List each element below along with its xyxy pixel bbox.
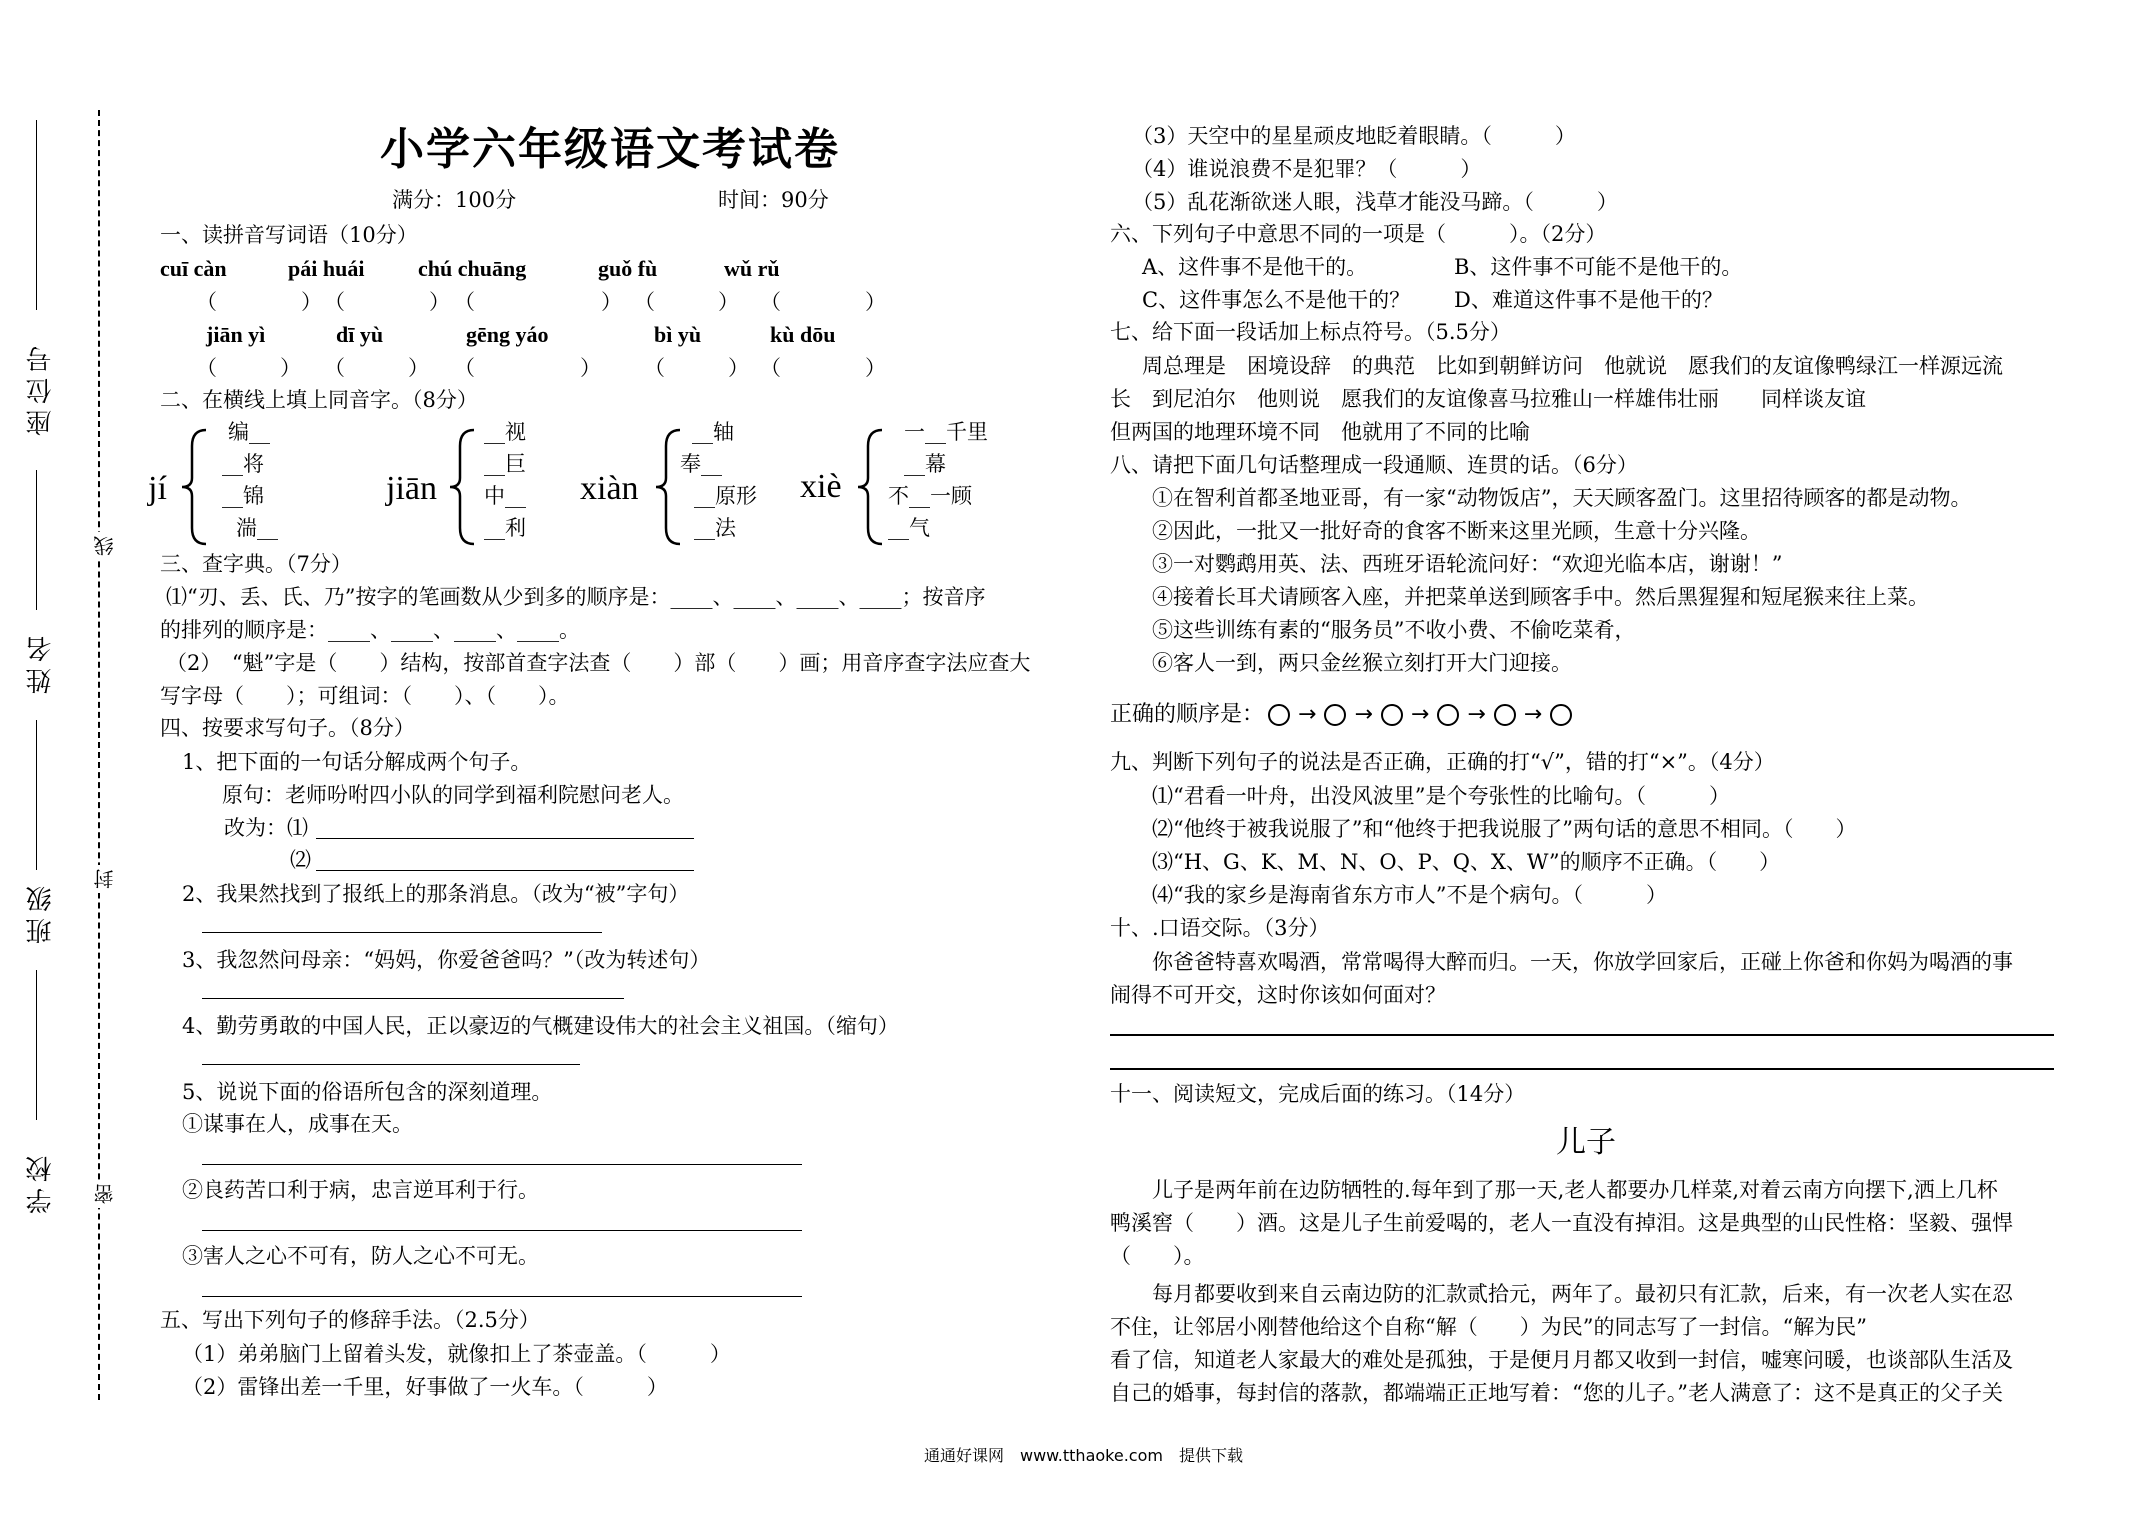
s3-title: 三、查字典。（7分） (160, 552, 352, 576)
s1-blank-1[interactable]: （ ） (196, 290, 322, 314)
exam-time: 时间：90分 (718, 188, 829, 212)
s2-py-ji: jí (148, 470, 167, 507)
s9-item-1: ⑴“君看一叶舟，出没风波里”是个夸张性的比喻句。（ ） (1152, 784, 1730, 808)
s1-py-4: guǒ fù (598, 256, 658, 281)
s8-item-6: ⑥客人一到，两只金丝猴立刻打开大门迎接。 (1152, 651, 1572, 675)
s4-q1: 1、把下面的一句话分解成两个句子。 (182, 750, 532, 774)
s2-ji-4[interactable]: 湍__ (236, 516, 278, 540)
s1-py-2: pái huái (288, 256, 365, 281)
s1-blank-7[interactable]: （ ） (324, 356, 429, 380)
s5-item-2: （2）雷锋出差一千里，好事做了一火车。（ ） (182, 1375, 668, 1399)
s4-proverb-1: ①谋事在人，成事在天。 (182, 1112, 413, 1136)
arrow-right-icon: → (1410, 702, 1430, 727)
s2-py-xian: xiàn (580, 470, 639, 507)
s2-jian-3[interactable]: 中__ (484, 484, 526, 508)
s8-item-4: ④接着长耳犬请顾客入座，并把菜单送到顾客手中。然后黑猩猩和短尾猴来往上菜。 (1152, 585, 1929, 609)
s1-blank-9[interactable]: （ ） (644, 356, 749, 380)
s1-py-3: chú chuāng (418, 256, 527, 281)
arrow-right-icon: → (1523, 702, 1543, 727)
s1-title: 一、读拼音写词语（10分） (160, 223, 418, 247)
s4-q5: 5、说说下面的俗语所包含的深刻道理。 (182, 1080, 553, 1104)
page-title: 小学六年级语文考试卷 (380, 124, 840, 175)
s1-blank-6[interactable]: （ ） (196, 356, 301, 380)
s1-py-6: jiān yì (206, 322, 266, 347)
essay-line-6: 看了信，知道老人家最大的难处是孤独，于是便月月都又收到一封信，嘘寒问暖，也谈部队生活及 (1110, 1348, 2013, 1372)
s4-title: 四、按要求写句子。（8分） (160, 716, 415, 740)
s4-proverb-2: ②良药苦口利于病，忠言逆耳利于行。 (182, 1178, 539, 1202)
s3-line-2: 的排列的顺序是：____、____、____、____。 (160, 618, 580, 642)
order-circle-4[interactable] (1437, 704, 1459, 726)
s2-ji-3[interactable]: __锦 (222, 484, 264, 508)
essay-line-3: （ ）。 (1110, 1244, 1205, 1268)
s3-line-1: ⑴“刃、丢、氏、乃”按字的笔画数从少到多的顺序是：____、____、____、____；按音序 (166, 585, 986, 609)
seat-label: 座位号 (26, 340, 56, 436)
s9-item-3: ⑶“H、G、K、M、N、O、P、Q、X、W”的顺序不正确。（ ） (1152, 850, 1781, 874)
school-blank (36, 970, 37, 1120)
s1-blank-10[interactable]: （ ） (760, 356, 886, 380)
footer-source: 通通好课网 www.tthaoke.com 提供下载 (924, 1446, 1243, 1465)
order-circle-3[interactable] (1381, 704, 1403, 726)
s2-py-xie: xiè (800, 468, 842, 505)
s6-option-a: A、这件事不是他干的。 (1142, 255, 1368, 279)
school-label: 学校 (26, 1150, 56, 1214)
s1-py-9: bì yù (654, 322, 702, 347)
s5-title: 五、写出下列句子的修辞手法。（2.5分） (160, 1308, 540, 1332)
brace-icon (448, 428, 478, 546)
s5-item-5: （5）乱花渐欲迷人眼，浅草才能没马蹄。（ ） (1132, 190, 1618, 214)
s2-xie-4[interactable]: __气 (888, 516, 930, 540)
s8-item-2: ②因此，一批又一批好奇的食客不断来这里光顾，生意十分兴隆。 (1152, 519, 1761, 543)
s2-xian-1[interactable]: __轴 (692, 420, 734, 444)
s3-line-3: （2） “魁”字是（ ）结构，按部首查字法查（ ）部（ ）画；用音序查字法应查大 (166, 651, 1031, 675)
answer-line[interactable] (316, 838, 694, 839)
binding-margin (0, 0, 117, 1410)
s9-item-4: ⑷“我的家乡是海南省东方市人”不是个病句。（ ） (1152, 883, 1667, 907)
s8-order (1110, 704, 1576, 726)
s2-xian-4[interactable]: __法 (694, 516, 736, 540)
s2-ji-1[interactable]: 编__ (228, 420, 270, 444)
s4-proverb-3: ③害人之心不可有，防人之心不可无。 (182, 1244, 539, 1268)
s4-q1-original: 原句：老师吩咐四小队的同学到福利院慰问老人。 (222, 783, 684, 807)
s2-py-jian: jiān (386, 470, 437, 507)
class-label: 班级 (26, 880, 56, 944)
brace-icon (856, 428, 886, 546)
essay-line-1: 儿子是两年前在边防牺牲的.每年到了那一天,老人都要办几样菜,对着云南方向摆下,洒上几杯 (1152, 1178, 1998, 1202)
essay-line-2: 鸭溪窖（ ）酒。这是儿子生前爱喝的，老人一直没有掉泪。这是典型的山民性格：坚毅、强悍 (1110, 1211, 2013, 1235)
s2-jian-2[interactable]: __巨 (484, 452, 526, 476)
answer-line[interactable] (202, 1296, 802, 1297)
s2-title: 二、在横线上填上同音字。（8分） (160, 388, 478, 412)
s2-jian-4[interactable]: __利 (484, 516, 526, 540)
s9-title: 九、判断下列句子的说法是否正确，正确的打“√”，错的打“×”。（4分） (1110, 750, 1775, 774)
s10-title: 十、.口语交际。（3分） (1110, 916, 1330, 940)
s2-xie-1[interactable]: 一__千里 (904, 420, 988, 444)
s4-q3: 3、我忽然问母亲：“妈妈，你爱爸爸吗？”（改为转述句） (182, 948, 711, 972)
answer-line[interactable] (202, 1064, 580, 1065)
s6-option-c: C、这件事怎么不是他干的？ (1142, 288, 1411, 312)
s6-option-b: B、这件事不可能不是他干的。 (1454, 255, 1743, 279)
order-circle-1[interactable] (1268, 704, 1290, 726)
s1-blank-4[interactable]: （ ） (634, 290, 739, 314)
s7-line-2: 长 到尼泊尔 他则说 愿我们的友谊像喜马拉雅山一样雄伟壮丽 同样谈友谊 (1110, 387, 1866, 411)
order-circle-5[interactable] (1494, 704, 1516, 726)
essay-line-7: 自己的婚事，每封信的落款，都端端正正地写着：“您的儿子。”老人满意了：这不是真正的父子关 (1110, 1381, 2003, 1405)
essay-title: 儿子 (1556, 1125, 1616, 1160)
seal-mi: 密 (90, 1180, 119, 1208)
s1-blank-2[interactable]: （ ） (324, 290, 450, 314)
s8-title: 八、请把下面几句话整理成一段通顺、连贯的话。（6分） (1110, 453, 1638, 477)
order-circle-2[interactable] (1324, 704, 1346, 726)
s10-line-2: 闹得不可开交，这时你该如何面对？ (1110, 983, 1446, 1007)
s4-q2: 2、我果然找到了报纸上的那条消息。（改为“被”字句） (182, 882, 690, 906)
s5-item-4: （4）谁说浪费不是犯罪？（ ） (1132, 157, 1482, 181)
seal-feng: 封 (90, 865, 119, 893)
s1-py-1: cuī càn (160, 256, 227, 281)
s5-item-3: （3）天空中的星星顽皮地眨着眼睛。（ ） (1132, 124, 1576, 148)
s1-blank-8[interactable]: （ ） (454, 356, 601, 380)
s2-xian-2[interactable]: 奉__ (680, 452, 722, 476)
s1-blank-3[interactable]: （ ） (454, 290, 622, 314)
arrow-right-icon: → (1467, 702, 1486, 727)
arrow-right-icon: → (1298, 702, 1317, 727)
s2-xie-2[interactable]: __幕 (904, 452, 946, 476)
s4-q1-two: ⑵ (290, 848, 311, 872)
s4-q4: 4、勤劳勇敢的中国人民，正以豪迈的气概建设伟大的社会主义祖国。（缩句） (182, 1014, 899, 1038)
s2-xian-3[interactable]: __原形 (694, 484, 757, 508)
s1-blank-5[interactable]: （ ） (760, 290, 886, 314)
name-blank (36, 470, 37, 610)
essay-line-5: 不住，让邻居小刚替他给这个自称“解（ ）为民”的同志写了一封信。“解为民” (1110, 1315, 1867, 1339)
s1-py-8: gēng yáo (466, 322, 549, 347)
s4-q1-change: 改为：⑴ (224, 816, 308, 840)
answer-line[interactable] (202, 1230, 802, 1231)
s8-item-3: ③一对鹦鹉用英、法、西班牙语轮流问好：“欢迎光临本店，谢谢！” (1152, 552, 1783, 576)
answer-line[interactable] (202, 932, 602, 933)
s7-line-3: 但两国的地理环境不同 他就用了不同的比喻 (1110, 420, 1530, 444)
brace-icon (654, 428, 684, 546)
answer-line[interactable] (202, 1164, 802, 1165)
brace-icon (180, 428, 210, 546)
s1-py-7: dī yù (336, 322, 384, 347)
full-score: 满分：100分 (392, 188, 517, 212)
class-blank (36, 720, 37, 870)
arrow-right-icon: → (1354, 702, 1373, 727)
s1-py-5: wǔ rǔ (724, 256, 780, 281)
s3-line-4: 写字母（ ）；可组词：（ ）、（ ）。 (160, 684, 570, 708)
s6-option-d: D、难道这件事不是他干的？ (1454, 288, 1723, 312)
s8-item-1: ①在智利首都圣地亚哥，有一家“动物饭店”，天天顾客盈门。这里招待顾客的都是动物。 (1152, 486, 1972, 510)
s5-item-1: （1）弟弟脑门上留着头发，就像扣上了茶壶盖。（ ） (182, 1342, 731, 1366)
answer-line[interactable] (1110, 1034, 2054, 1036)
order-circle-6[interactable] (1550, 704, 1572, 726)
s7-title: 七、给下面一段话加上标点符号。（5.5分） (1110, 320, 1511, 344)
s9-item-2: ⑵“他终于被我说服了”和“他终于把我说服了”两句话的意思不相同。（ ） (1152, 817, 1857, 841)
answer-line[interactable] (1110, 1068, 2054, 1070)
s1-py-10: kù dōu (770, 322, 836, 347)
s8-item-5: ⑤这些训练有素的“服务员”不收小费、不偷吃菜肴， (1152, 618, 1636, 642)
s8-order-label: 正确的顺序是： (1110, 702, 1265, 727)
answer-line[interactable] (316, 870, 694, 871)
s6-title: 六、下列句子中意思不同的一项是（ ）。（2分） (1110, 222, 1607, 246)
s7-line-1: 周总理是 困境设辞 的典范 比如到朝鲜访问 他就说 愿我们的友谊像鸭绿江一样源远流 (1142, 354, 2003, 378)
s11-title: 十一、阅读短文，完成后面的练习。（14分） (1110, 1082, 1526, 1106)
s2-jian-1[interactable]: __视 (484, 420, 526, 444)
answer-line[interactable] (202, 998, 624, 999)
name-label: 姓名 (26, 630, 56, 694)
s2-xie-3[interactable]: 不__一顾 (888, 484, 972, 508)
seat-blank (36, 120, 37, 310)
essay-line-4: 每月都要收到来自云南边防的汇款贰拾元，两年了。最初只有汇款，后来，有一次老人实在忍 (1152, 1282, 2013, 1306)
s10-line-1: 你爸爸特喜欢喝酒，常常喝得大醉而归。一天，你放学回家后，正碰上你爸和你妈为喝酒的事 (1152, 950, 2013, 974)
seal-xian: 线 (90, 532, 119, 560)
s2-ji-2[interactable]: __将 (222, 452, 264, 476)
